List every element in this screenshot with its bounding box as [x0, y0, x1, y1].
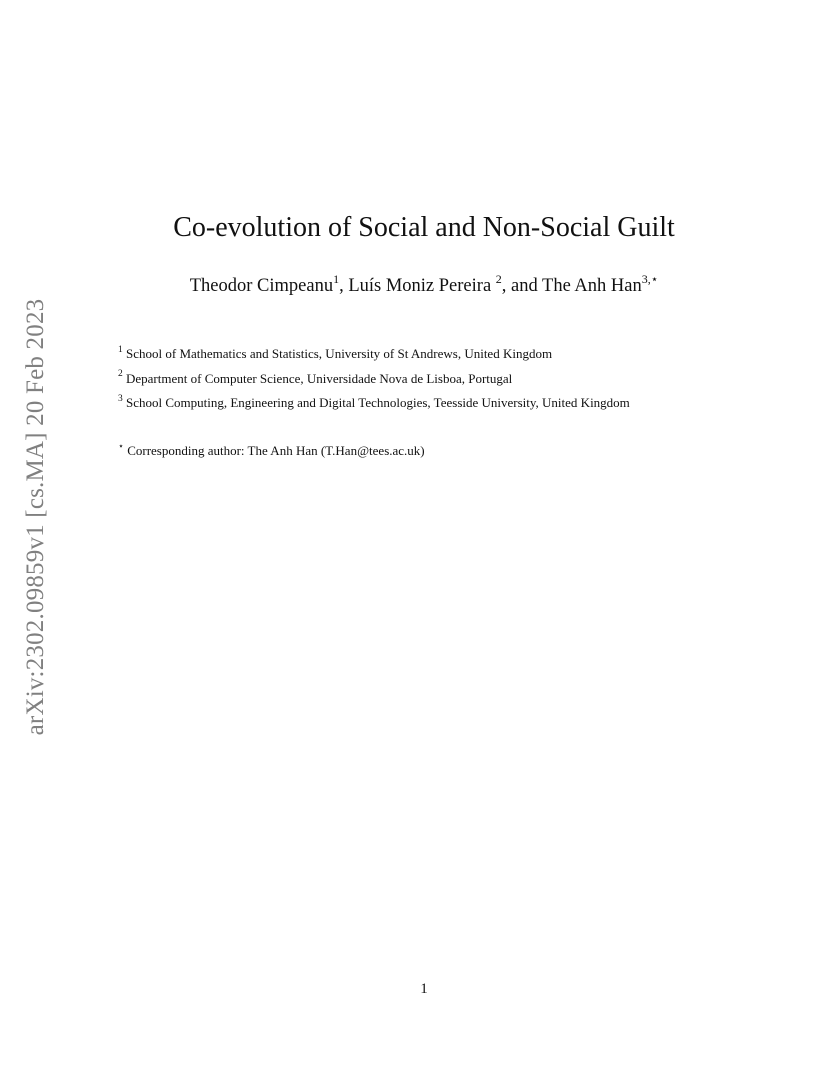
affiliation-marker: 2: [118, 369, 123, 380]
corresponding-author-note: [118, 442, 425, 460]
author-affiliation-marker: 3,⋆: [641, 271, 659, 286]
affiliation-text: School of Mathematics and Statistics, University of St Andrews, United Kingdom: [126, 346, 553, 361]
corresponding-author-text: Corresponding author: The Anh Han (T.Han@tees.ac.uk): [127, 443, 425, 458]
author-affiliation-marker: 2: [495, 271, 502, 286]
paper-title: Co-evolution of Social and Non-Social Guilt: [173, 212, 675, 243]
affiliation-list: [118, 345, 630, 419]
corresponding-marker: ⋆: [118, 441, 124, 452]
page-number: 1: [420, 981, 428, 997]
affiliation-text: School Computing, Engineering and Digital Technologies, Teesside University, United Kingdom: [126, 395, 630, 410]
affiliation-item: [118, 394, 630, 419]
affiliation-marker: 1: [118, 344, 123, 355]
author-list: [0, 271, 828, 298]
author-name: Luís Moniz Pereira: [348, 276, 492, 296]
affiliation-marker: 3: [118, 393, 123, 404]
arxiv-identifier-stamp: arXiv:2302.09859v1 [cs.MA] 20 Feb 2023: [22, 298, 49, 736]
affiliation-item: [118, 370, 630, 395]
author-name: The Anh Han: [542, 276, 642, 296]
affiliation-item: [118, 345, 630, 370]
author-name: Theodor Cimpeanu: [189, 276, 334, 296]
author-separator: , and: [501, 276, 543, 296]
author-separator: ,: [339, 276, 349, 296]
author-affiliation-marker: 1: [333, 271, 340, 286]
affiliation-text: Department of Computer Science, Universidade Nova de Lisboa, Portugal: [126, 370, 513, 386]
